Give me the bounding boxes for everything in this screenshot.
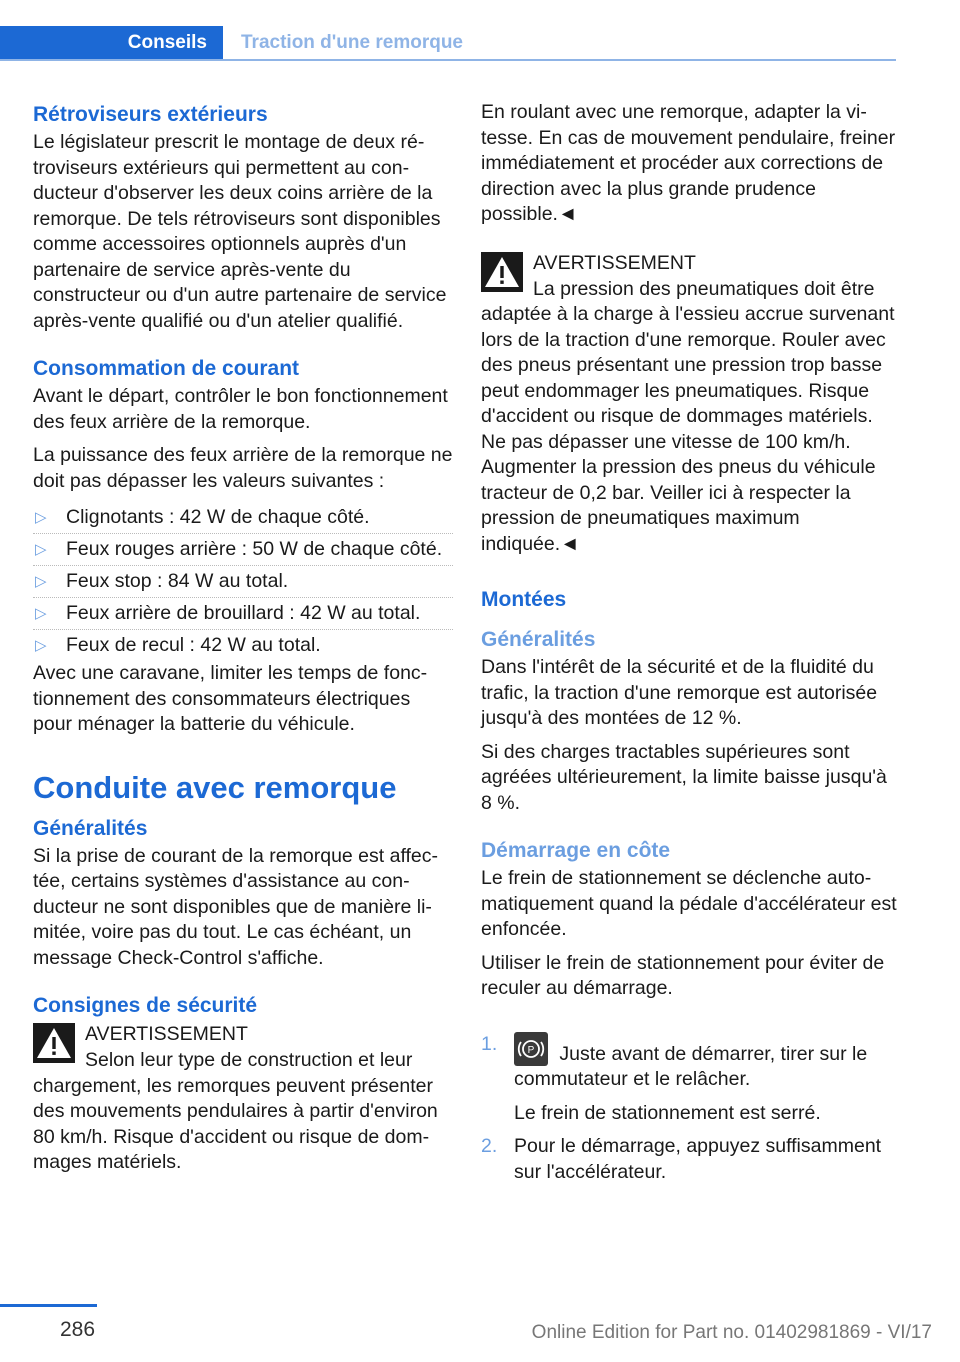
chapter-heading: Conduite avec remorque: [33, 769, 397, 805]
warning-block: [33, 1021, 453, 1176]
list-item: ▷ Feux arrière de brouillard : 42 W au total.: [33, 598, 453, 630]
numbered-steps: [481, 1032, 901, 1186]
section-heading: Consommation de courant: [33, 357, 300, 380]
parking-brake-icon: [514, 1032, 548, 1066]
section-heading: Rétroviseurs extérieurs: [33, 103, 268, 126]
triangle-right-icon: ▷: [35, 573, 47, 590]
header-divider: [0, 59, 896, 61]
right-column: [481, 100, 901, 1193]
subsection-heading: Démarrage en côte: [481, 839, 671, 862]
triangle-right-icon: ▷: [35, 541, 47, 558]
warning-title: AVERTISSEMENT: [533, 251, 696, 274]
step-number: 1.: [481, 1032, 498, 1055]
paragraph: Le frein de stationnement se déclenche automatiquement quand la pédale d'accélérateur est enfoncée.: [481, 867, 897, 940]
triangle-right-icon: ▷: [35, 509, 47, 526]
bullet-list: [33, 502, 453, 661]
list-item: ▷ Feux stop : 84 W au total.: [33, 566, 453, 598]
warning-text: La pression des pneumatiques doit être adaptée à la charge à l'essieu accrue survenant lors de la traction d'une remorque. Rouler avec des pneus présentant une pression trop basse peut endommager les pneumatiques. Risque d'accident ou risque de dommages matériels. Ne pas dépasser une vitesse de 100 km/h. Augmenter la pression des pneus du véhicule tracteur de 0,2 bar. Veiller ici à respecter la pression de pneumatiques maximum indiquée.◄: [481, 277, 895, 555]
chapter-title: Traction d'une remorque: [241, 32, 463, 53]
paragraph: Si la prise de courant de la remorque est affectée, certains systèmes d'assistance au conducteur ne sont disponibles que de manière limitée, voire pas du tout. Le cas échéant, un message Check-Control s'affiche.: [33, 844, 439, 969]
warning-block: [481, 250, 901, 558]
edition-note: Online Edition for Part no. 01402981869 - VI/17: [531, 1322, 932, 1343]
section-tab-label: Conseils: [127, 32, 207, 53]
list-item: ▷ Feux rouges arrière : 50 W de chaque côté.: [33, 534, 453, 566]
paragraph: Le législateur prescrit le montage de deux rétroviseurs extérieurs qui permettent au conducteur d'observer les deux coins arrière de la remorque. De tels rétroviseurs sont disponibles comme accessoires optionnels auprès d'un partenaire de service après-vente du constructeur ou d'un autre partenaire de service après-vente qualifié ou d'un atelier qualifié.: [33, 131, 447, 332]
page-number: 286: [60, 1318, 96, 1341]
paragraph: La puissance des feux arrière de la remorque ne doit pas dépasser les valeurs suivantes :: [33, 444, 453, 492]
section-tab-conseils: [0, 26, 223, 60]
paragraph: Avant le départ, contrôler le bon fonctionnement des feux arrière de la remorque.: [33, 385, 448, 433]
page-header: [0, 26, 896, 60]
step-subtext: Le frein de stationnement est serré.: [514, 1101, 821, 1124]
paragraph: Avec une caravane, limiter les temps de fonctionnement des consommateurs électriques pour ménager la batterie du véhicule.: [33, 662, 428, 735]
section-heading: Consignes de sécurité: [33, 994, 258, 1017]
step-text: Pour le démarrage, appuyez suffisamment sur l'accélérateur.: [514, 1135, 882, 1183]
warning-triangle-icon: [33, 1023, 75, 1063]
section-heading: Montées: [481, 588, 567, 611]
list-item: [481, 1134, 901, 1185]
paragraph: En roulant avec une remorque, adapter la vitesse. En cas de mouvement pendulaire, freiner immédiatement et procéder aux corrections de direction avec la plus grande prudence possible.◄: [481, 101, 896, 225]
warning-text: Selon leur type de construction et leur chargement, les remorques peuvent présenter des mouvements pendulaires à partir d'environ 80 km/h. Risque d'accident ou risque de dommages matériels.: [33, 1049, 438, 1173]
step-text: Juste avant de démarrer, tirer sur le commutateur et le relâcher.: [514, 1042, 868, 1090]
section-heading: Généralités: [33, 816, 148, 840]
triangle-right-icon: ▷: [35, 605, 47, 622]
warning-triangle-icon: [481, 252, 523, 292]
subsection-heading: Généralités: [481, 628, 596, 651]
svg-text:P: P: [527, 1044, 535, 1056]
list-item: ▷ Clignotants : 42 W de chaque côté.: [33, 502, 453, 534]
left-column: [33, 100, 453, 1182]
warning-title: AVERTISSEMENT: [85, 1023, 248, 1045]
paragraph: Utiliser le frein de stationnement pour éviter de reculer au démarrage.: [481, 951, 885, 999]
footer-divider: [0, 1304, 97, 1307]
triangle-right-icon: ▷: [35, 637, 47, 654]
list-item: [481, 1032, 901, 1127]
paragraph: Si des charges tractables supérieures sont agréées ultérieurement, la limite baisse jusqu'à 8 %.: [481, 740, 887, 814]
paragraph: Dans l'intérêt de la sécurité et de la fluidité du trafic, la traction d'une remorque est autorisée jusqu'à des montées de 12 %.: [481, 656, 878, 729]
list-item: ▷ Feux de recul : 42 W au total.: [33, 630, 453, 661]
step-number: 2.: [481, 1135, 498, 1157]
